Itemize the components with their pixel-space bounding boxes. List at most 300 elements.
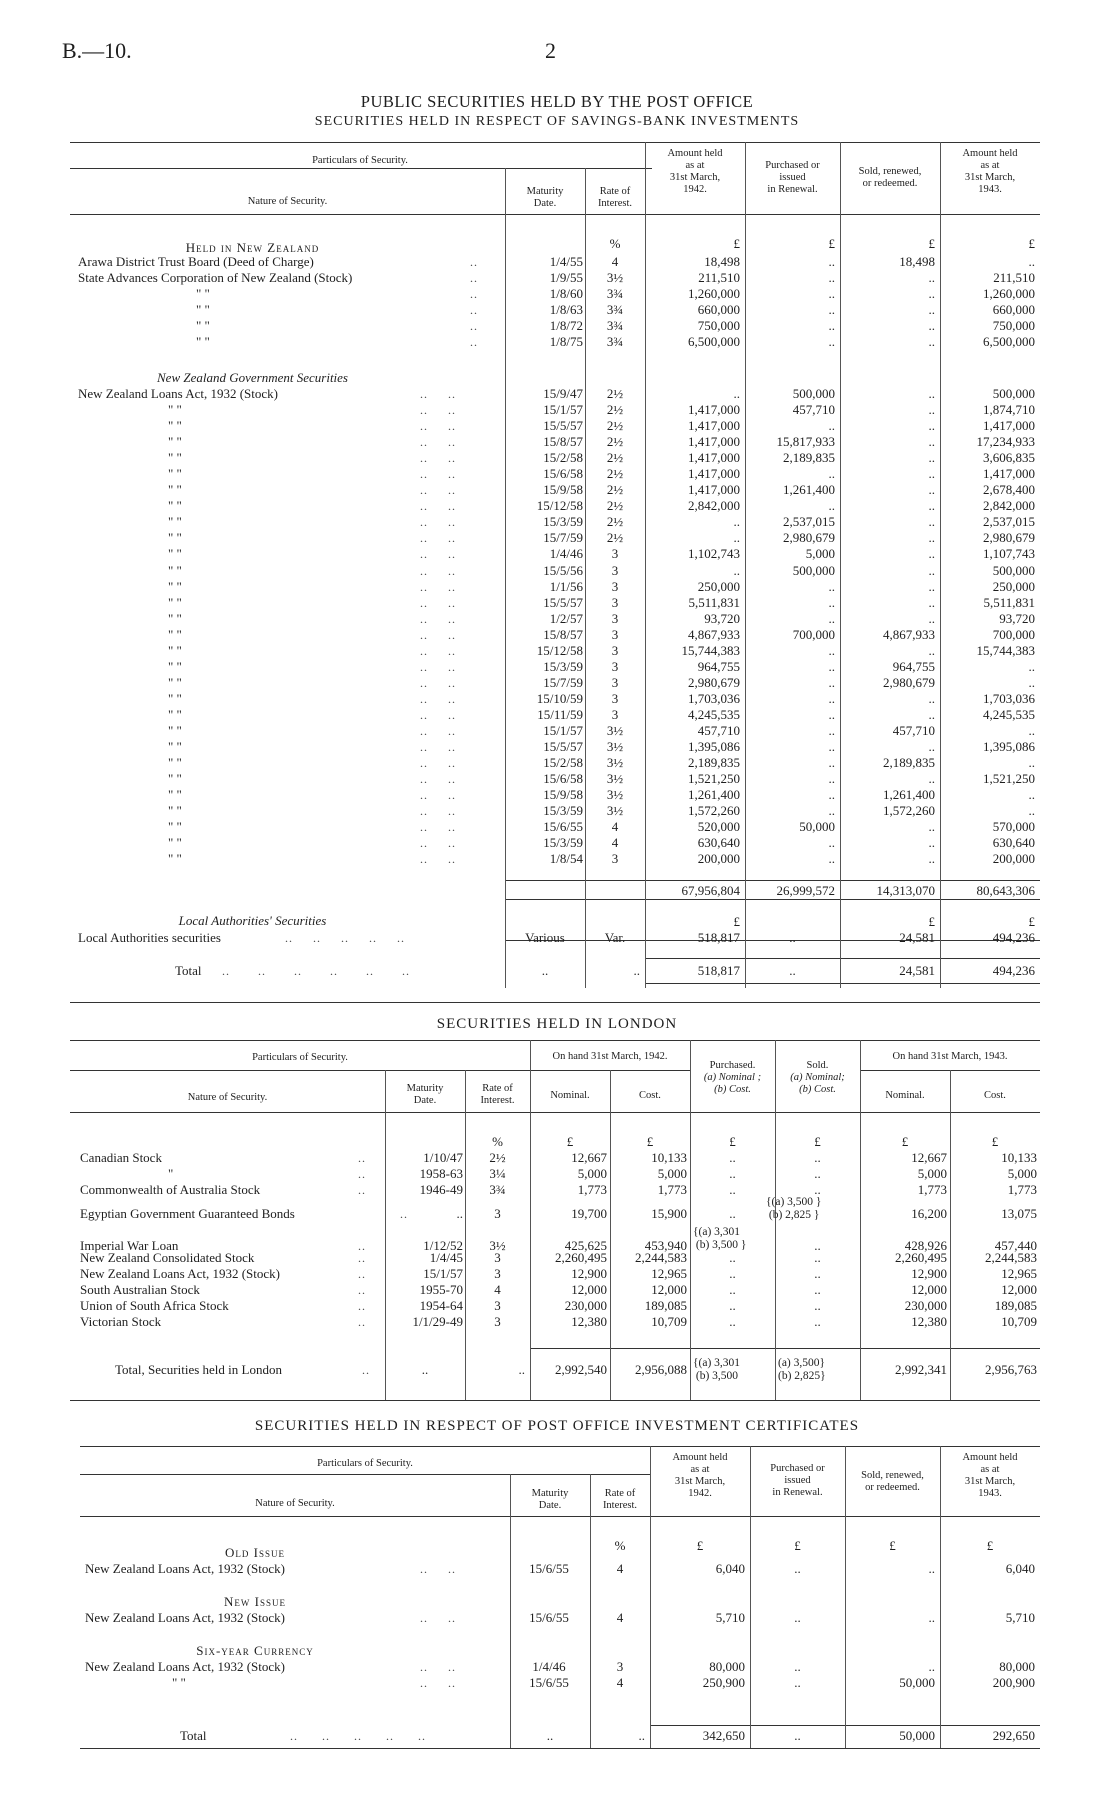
cell-held1943: 1,703,036 (983, 690, 1035, 706)
cell-rate: 4 (494, 1282, 501, 1298)
cell-nature: " " (196, 302, 210, 318)
cell-purchased: 15,817,933 (776, 434, 835, 450)
cell-rate: 2½ (606, 498, 624, 514)
table-row: " " .. .. 1/8/54 3 200,000 .. .. 200,000 (168, 851, 1035, 867)
cell-nature: " " (168, 594, 182, 610)
cell-held1942: 1,417,000 (688, 450, 740, 466)
cell-held1943: 1,260,000 (983, 286, 1035, 302)
certs-new-issue: New Issue (224, 1594, 286, 1609)
cell-rate: 3½ (606, 739, 624, 755)
cell-held1943: .. (1028, 755, 1035, 771)
cell-held1942: .. (733, 514, 740, 530)
cell-sold: .. (928, 386, 935, 401)
table-row: New Zealand Loans Act, 1932 (Stock) .. 15/1/57 3 12,900 12,965 .. .. 12,900 12,965 (80, 1266, 1037, 1282)
cell-held1943: 750,000 (992, 318, 1035, 334)
table-row: " " .. .. 15/5/56 3 .. 500,000 .. 500,000 (168, 562, 1035, 578)
table-row: " " .. .. 15/7/59 3 2,980,679 .. 2,980,679 .. (168, 674, 1035, 690)
cell-nature: " " (196, 334, 210, 350)
cell-purchased: .. (828, 418, 835, 434)
cell-held1943: 200,900 (992, 1675, 1035, 1691)
cell-maturity: 15/1/57 (423, 1266, 463, 1282)
cell-rate: 3¾ (489, 1182, 506, 1198)
cell-held1943: 211,510 (993, 270, 1035, 286)
cell-nature: " " (168, 690, 182, 706)
table-row: " " .. .. 15/12/58 3 15,744,383 .. .. 15,744,383 (168, 642, 1035, 658)
header-nature: Nature of Security. (247, 196, 328, 207)
cell-nature: " " (168, 803, 182, 819)
cell-nature: Egyptian Government Guaranteed Bonds (80, 1206, 295, 1222)
section-gov-securities: New Zealand Government Securities (157, 370, 348, 385)
cell-nature: " " (168, 722, 182, 738)
cell-purchased: .. (828, 658, 835, 674)
cell-held1943: 500,000 (992, 562, 1035, 578)
cell-purchased: .. (729, 1150, 736, 1165)
cell-rate: 2½ (606, 450, 624, 466)
cell-maturity: 1/8/75 (549, 334, 583, 350)
cell-nature: " " (168, 658, 182, 674)
cell-nominal-1943: 5,000 (917, 1166, 947, 1182)
cell-purchased: .. (729, 1282, 736, 1298)
cell-held1942: 250,000 (697, 578, 740, 594)
table-row: Victorian Stock .. 1/1/29-49 3 12,380 10,709 .. .. 12,380 10,709 (80, 1314, 1037, 1330)
table-row: " .. 1958-63 3¼ 5,000 5,000 .. .. 5,000 5,000 (168, 1166, 1037, 1182)
cell-purchased: .. (828, 851, 835, 867)
cell-held1943: 1,417,000 (983, 466, 1035, 482)
cell-purchased: .. (828, 270, 835, 286)
cell-maturity: 15/11/59 (537, 706, 583, 722)
cell-nature: " " (168, 610, 182, 626)
cell-maturity: 1/8/63 (549, 302, 583, 318)
cell-sold: .. (928, 466, 935, 482)
cell-held1943: .. (1028, 803, 1035, 819)
table-row: " " .. .. 1/4/46 3 1,102,743 5,000 .. 1,107,743 (168, 546, 1035, 562)
cell-rate: 3½ (606, 787, 624, 803)
table-row: " " .. 1/8/60 3¾ 1,260,000 .. .. 1,260,000 (196, 286, 1035, 302)
cell-sold: .. (928, 402, 935, 418)
cell-held1942: 5,710 (715, 1610, 745, 1625)
london-header-cost-43: Cost. (984, 1090, 1006, 1101)
header-rate: Rate of Interest. (597, 186, 633, 209)
cell-sold: .. (928, 302, 935, 318)
london-header-particulars: Particulars of Security. (252, 1052, 348, 1063)
cell-purchased: .. (828, 674, 835, 690)
london-header-on-hand-1942: On hand 31st March, 1942. (552, 1051, 668, 1062)
certs-header-held-1942: Amount held as at 31st March, 1942. (672, 1452, 728, 1499)
cell-sold: .. (814, 1250, 821, 1266)
cell-sold: .. (928, 334, 935, 350)
cell-held1942: 964,755 (697, 658, 740, 674)
cell-nominal-1942: 2,260,495 (555, 1250, 607, 1266)
cell-purchased: 500,000 (792, 562, 835, 578)
cell-held1943: 700,000 (992, 626, 1035, 642)
cell-nature: " " (168, 835, 182, 851)
cell-maturity: 1/8/60 (549, 286, 583, 302)
cell-sold: .. (814, 1314, 821, 1330)
cell-nature: New Zealand Consolidated Stock (80, 1250, 255, 1266)
cell-cost-1943: 12,000 (1001, 1282, 1037, 1298)
london-header-cost-42: Cost. (639, 1090, 661, 1101)
table-row: " " .. .. 15/7/59 2½ .. 2,980,679 .. 2,980,679 (168, 530, 1035, 546)
cell-sold: .. (928, 434, 935, 450)
cell-nominal-1943: 16,200 (911, 1206, 947, 1222)
cell-sold: .. (928, 739, 935, 755)
table-row: " " .. .. 15/2/58 3½ 2,189,835 .. 2,189,835 .. (168, 755, 1035, 771)
cell-held1942: 520,000 (697, 819, 740, 835)
table-row: New Zealand Loans Act, 1932 (Stock) .. .. 15/6/55 4 6,040 .. .. 6,040 (85, 1561, 1035, 1576)
cell-rate: 3 (611, 658, 619, 674)
cell-purchased: .. (794, 1561, 801, 1576)
cell-held1943: .. (1028, 787, 1035, 803)
cell-held1942: .. (733, 562, 740, 578)
cell-held1943: 250,000 (992, 578, 1035, 594)
table-row: " " .. .. 15/11/59 3 4,245,535 .. .. 4,245,535 (168, 706, 1035, 722)
cell-cost-1942: 453,940 (644, 1238, 687, 1254)
cell-purchased: 2,537,015 (783, 514, 835, 530)
cell-held1943: .. (1028, 254, 1035, 269)
cell-nominal-1942: 12,000 (571, 1282, 607, 1298)
cell-sold: .. (928, 690, 935, 706)
cell-held1942: .. (733, 386, 740, 401)
cell-held1942: 4,867,933 (688, 626, 740, 642)
cell-sold: 964,755 (892, 658, 935, 674)
cell-rate: 3 (611, 674, 619, 690)
cell-sold: .. (928, 835, 935, 851)
cell-maturity: 1/8/54 (549, 851, 583, 867)
certs-header-sold: Sold, renewed, or redeemed. (861, 1470, 924, 1493)
header-particulars: Particulars of Security. (312, 155, 408, 166)
cell-held1942: 5,511,831 (688, 594, 740, 610)
cell-purchased: .. (729, 1206, 736, 1222)
cell-purchased: .. (828, 286, 835, 302)
cell-cost-1942: 1,773 (657, 1182, 687, 1198)
cell-nature: Canadian Stock (80, 1150, 162, 1165)
cell-purchased: 1,261,400 (783, 482, 835, 498)
header-maturity: Maturity Date. (526, 186, 564, 209)
cell-maturity: 15/6/58 (543, 771, 583, 787)
cell-nature: " " (168, 642, 182, 658)
cell-nature: " " (196, 318, 210, 334)
table-row: Union of South Africa Stock .. 1954-64 3 230,000 189,085 .. .. 230,000 189,085 (80, 1298, 1037, 1314)
cell-sold: .. (928, 498, 935, 514)
cell-sold: .. (928, 1659, 935, 1674)
cell-rate: 2½ (606, 418, 624, 434)
cell-nature: State Advances Corporation of New Zealand (Stock) (78, 270, 353, 286)
cell-cost-1943: 12,965 (1001, 1266, 1037, 1282)
cell-rate: 3 (611, 851, 619, 867)
london-total-sold: (a) 3,500} (b) 2,825} (778, 1357, 826, 1382)
cell-purchased: 2,189,835 (783, 450, 835, 466)
cell-nature: " " (168, 418, 182, 434)
cell-nature: " " (168, 530, 182, 546)
cell-rate: 4 (616, 1675, 624, 1691)
cell-sold: .. (928, 450, 935, 466)
cell-rate: 3½ (606, 803, 624, 819)
cell-sold: .. (814, 1238, 821, 1254)
cell-maturity: 15/1/57 (543, 722, 583, 738)
cell-rate: 2½ (606, 386, 624, 401)
cell-sold: .. (814, 1282, 821, 1298)
cell-nature: " " (168, 739, 182, 755)
cell-held1943: 2,678,400 (983, 482, 1035, 498)
table-row: Arawa District Trust Board (Deed of Charge) .. 1/4/55 4 18,498 .. 18,498 .. (78, 254, 1035, 269)
header-held-1942: Amount held as at 31st March, 1942. (667, 148, 723, 195)
header-sold: Sold, renewed, or redeemed. (858, 166, 922, 189)
cell-sold: .. (814, 1298, 821, 1314)
certs-header-maturity: Maturity Date. (531, 1488, 569, 1511)
cell-held1943: 500,000 (992, 386, 1035, 401)
cell-rate: 3½ (489, 1238, 506, 1254)
cell-maturity: 1958-63 (419, 1166, 463, 1182)
cell-nature: " " (168, 626, 182, 642)
cell-purchased: .. (828, 254, 835, 269)
cell-nominal-1943: 1,773 (917, 1182, 947, 1198)
cell-nature: " " (168, 674, 182, 690)
cell-nature: New Zealand Loans Act, 1932 (Stock) (80, 1266, 281, 1282)
cell-maturity: 15/6/55 (543, 819, 583, 835)
cell-held1943: .. (1028, 658, 1035, 674)
table-row: " " .. .. 15/8/57 3 4,867,933 700,000 4,867,933 700,000 (168, 626, 1035, 642)
table-row: " " .. .. 15/5/57 3½ 1,395,086 .. .. 1,395,086 (168, 739, 1035, 755)
cell-rate: 3½ (606, 270, 624, 286)
cell-purchased: .. (828, 787, 835, 803)
cell-sold: .. (928, 578, 935, 594)
cell-purchased: .. (828, 302, 835, 318)
cell-held1942: 200,000 (697, 851, 740, 867)
cell-cost-1943: 189,085 (994, 1298, 1037, 1314)
cell-purchased: 5,000 (805, 546, 835, 562)
cell-held1942: 750,000 (697, 318, 740, 334)
cell-sold: 18,498 (899, 254, 935, 269)
london-header-nominal-42: Nominal. (550, 1090, 590, 1101)
london-header-on-hand-1943: On hand 31st March, 1943. (892, 1051, 1008, 1062)
cell-held1943: 4,245,535 (983, 706, 1035, 722)
cell-purchased: .. (828, 642, 835, 658)
cell-rate: 3 (611, 562, 619, 578)
cell-sold: 457,710 (892, 722, 935, 738)
cell-maturity: 1954-64 (419, 1298, 463, 1314)
cell-nature: " " (168, 482, 182, 498)
cell-held1943: .. (1028, 674, 1035, 690)
cell-sold: {(a) 3,500 } (b) 2,825 } (766, 1196, 822, 1222)
cell-cost-1943: 10,133 (1001, 1150, 1037, 1165)
cell-nature: Imperial War Loan (80, 1238, 179, 1254)
cell-rate: 2½ (606, 514, 624, 530)
cell-nature: New Zealand Loans Act, 1932 (Stock) (85, 1610, 286, 1625)
cell-rate: 3 (611, 706, 619, 722)
cell-nominal-1942: 12,667 (571, 1150, 607, 1165)
cell-maturity: 15/5/57 (543, 739, 583, 755)
cell-sold: .. (928, 594, 935, 610)
table-row: New Zealand Loans Act, 1932 (Stock) .. .. 15/9/47 2½ .. 500,000 .. 500,000 (78, 386, 1035, 401)
cell-cost-1942: 12,000 (651, 1282, 687, 1298)
table-row: " " .. .. 15/3/59 2½ .. 2,537,015 .. 2,537,015 (168, 514, 1035, 530)
certs-six-year: Six-year Currency (196, 1643, 314, 1658)
table-row: " " .. .. 15/6/58 3½ 1,521,250 .. .. 1,521,250 (168, 771, 1035, 787)
cell-purchased: 2,980,679 (783, 530, 835, 546)
cell-cost-1942: 5,000 (657, 1166, 687, 1182)
certs-old-issue: Old Issue (225, 1545, 285, 1560)
table-row: " " .. .. 15/6/55 4 250,900 .. 50,000 200,900 (172, 1675, 1035, 1691)
london-total-purchased: {(a) 3,301 (b) 3,500 (693, 1357, 741, 1382)
certs-header-purchased: Purchased or issued in Renewal. (770, 1463, 825, 1498)
cell-sold: .. (814, 1166, 821, 1182)
cell-sold: .. (928, 1610, 935, 1625)
cell-rate: 3½ (606, 722, 624, 738)
cell-nominal-1943: 2,260,495 (895, 1250, 947, 1266)
cell-maturity: 15/10/59 (536, 690, 583, 706)
cell-held1942: 1,572,260 (688, 803, 740, 819)
cell-maturity: 15/6/55 (529, 1675, 569, 1691)
cell-cost-1942: 12,965 (651, 1266, 687, 1282)
cell-cost-1942: 15,900 (651, 1206, 687, 1222)
cell-sold: .. (928, 546, 935, 562)
cell-held1943: 80,000 (999, 1659, 1035, 1674)
cell-purchased: .. (828, 498, 835, 514)
cell-purchased: .. (828, 334, 835, 350)
cell-held1942: 1,260,000 (688, 286, 740, 302)
cell-maturity: 15/3/59 (543, 835, 583, 851)
cell-held1943: 2,537,015 (983, 514, 1035, 530)
table-row: " " .. .. 15/1/57 2½ 1,417,000 457,710 .. 1,874,710 (168, 402, 1035, 418)
cell-rate: 4 (616, 1610, 624, 1625)
cell-maturity: 15/2/58 (543, 755, 583, 771)
cell-nominal-1942: 230,000 (564, 1298, 607, 1314)
cell-nominal-1942: 12,900 (571, 1266, 607, 1282)
cell-rate: 3½ (606, 755, 624, 771)
cell-cost-1942: 10,709 (651, 1314, 687, 1330)
cell-held1942: 1,703,036 (688, 690, 740, 706)
cell-maturity: 15/3/59 (543, 514, 583, 530)
cell-sold: 2,980,679 (883, 674, 935, 690)
cell-held1942: 2,189,835 (688, 755, 740, 771)
cell-purchased: .. (794, 1675, 801, 1691)
cell-maturity: 1/9/55 (549, 270, 583, 286)
cell-rate: 3 (494, 1250, 501, 1266)
cell-purchased: .. (828, 803, 835, 819)
cell-rate: 2½ (489, 1150, 506, 1165)
table-row: " " .. .. 15/9/58 3½ 1,261,400 .. 1,261,400 .. (168, 787, 1035, 803)
cell-purchased: .. (828, 610, 835, 626)
london-units-row: % £ £ £ £ £ £ (492, 1134, 999, 1149)
cell-sold: .. (928, 418, 935, 434)
cell-rate: 2½ (606, 402, 624, 418)
cell-maturity: 15/5/56 (543, 562, 583, 578)
cell-held1943: 630,640 (992, 835, 1035, 851)
cell-rate: 2½ (606, 466, 624, 482)
cell-maturity: 1/12/52 (423, 1238, 463, 1254)
table-row: " " .. .. 15/12/58 2½ 2,842,000 .. .. 2,842,000 (168, 498, 1035, 514)
table-row: " " .. .. 15/3/59 4 630,640 .. .. 630,640 (168, 835, 1035, 851)
table-row: Egyptian Government Guaranteed Bonds .. .. 3 19,700 15,900 .. {(a) 3,500 } (b) 2,825 } 16,200 13,075 (80, 1196, 1037, 1222)
cell-held1942: 457,710 (697, 722, 740, 738)
cell-maturity: 15/2/58 (543, 450, 583, 466)
cell-rate: 4 (611, 835, 619, 851)
cell-purchased: {(a) 3,301 (b) 3,500 } (693, 1226, 747, 1252)
cell-held1943: 1,417,000 (983, 418, 1035, 434)
cell-held1942: 630,640 (697, 835, 740, 851)
cell-held1943: 5,710 (1005, 1610, 1035, 1625)
savings-units-row: % £ £ £ £ (609, 236, 1035, 251)
cell-purchased: .. (828, 690, 835, 706)
cell-maturity: 1/1/29-49 (412, 1314, 463, 1330)
cell-rate: 2½ (606, 434, 624, 450)
cell-rate: 3 (611, 626, 619, 642)
cell-sold: 50,000 (899, 1675, 935, 1691)
cell-rate: 2½ (606, 530, 624, 546)
london-header-sold: Sold. (a) Nominal; (b) Cost. (790, 1060, 845, 1095)
cell-maturity: 15/8/57 (543, 626, 583, 642)
local-row: Local Authorities securities .. .. .. .. .. Various Var. 518,817 .. 24,581 494,236 (78, 930, 1035, 945)
cell-sold: .. (928, 771, 935, 787)
cell-held1942: 2,842,000 (688, 498, 740, 514)
cell-held1943: 1,874,710 (983, 402, 1035, 418)
cell-purchased: .. (729, 1166, 736, 1182)
cell-cost-1943: 10,709 (1001, 1314, 1037, 1330)
cell-nominal-1943: 12,900 (911, 1266, 947, 1282)
cell-purchased: .. (729, 1266, 736, 1282)
cell-maturity: 15/5/57 (543, 418, 583, 434)
cell-maturity: 15/9/47 (543, 386, 583, 401)
cell-purchased: .. (729, 1182, 736, 1198)
cell-maturity: 1/1/56 (549, 578, 583, 594)
cell-sold: .. (928, 514, 935, 530)
cell-held1942: 2,980,679 (688, 674, 740, 690)
cell-held1942: 18,498 (704, 254, 740, 269)
cell-sold: .. (928, 851, 935, 867)
table-row: " " .. .. 1/1/56 3 250,000 .. .. 250,000 (168, 578, 1035, 594)
cell-held1943: 6,040 (1005, 1561, 1035, 1576)
cell-held1942: 660,000 (697, 302, 740, 318)
cell-rate: 4 (611, 254, 619, 269)
cell-held1942: 6,500,000 (688, 334, 740, 350)
cell-rate: 3¾ (606, 318, 624, 334)
cell-sold: 1,572,260 (883, 803, 935, 819)
cell-nature: New Zealand Loans Act, 1932 (Stock) (85, 1659, 286, 1674)
cell-held1942: 1,417,000 (688, 466, 740, 482)
cell-held1943: 200,000 (992, 851, 1035, 867)
cell-maturity: 15/12/58 (536, 642, 583, 658)
cell-held1943: 660,000 (992, 302, 1035, 318)
cell-sold: .. (928, 482, 935, 498)
main-title: PUBLIC SECURITIES HELD BY THE POST OFFICE (360, 92, 754, 111)
cell-sold: .. (928, 706, 935, 722)
savings-title: SECURITIES HELD IN RESPECT OF SAVINGS-BANK INVESTMENTS (314, 114, 800, 129)
cell-held1942: 1,102,743 (688, 546, 740, 562)
cell-held1942: 1,261,400 (688, 787, 740, 803)
cell-held1943: 570,000 (992, 819, 1035, 835)
table-row: " " .. .. 15/2/58 2½ 1,417,000 2,189,835 .. 3,606,835 (168, 450, 1035, 466)
cell-held1943: 93,720 (999, 610, 1035, 626)
cell-held1942: 1,417,000 (688, 434, 740, 450)
cell-held1943: 1,107,743 (983, 546, 1035, 562)
table-row: " " .. .. 15/6/55 4 520,000 50,000 .. 570,000 (168, 819, 1035, 835)
cell-maturity: 1/4/45 (429, 1250, 463, 1266)
cell-purchased: 500,000 (792, 386, 835, 401)
cell-nature: " " (168, 402, 182, 418)
cell-sold: .. (814, 1266, 821, 1282)
cell-purchased: 700,000 (792, 626, 835, 642)
cell-purchased: 457,710 (792, 402, 835, 418)
cell-held1943: 2,842,000 (983, 498, 1035, 514)
table-row: " " .. .. 15/9/58 2½ 1,417,000 1,261,400 .. 2,678,400 (168, 482, 1035, 498)
cell-rate: 3¾ (606, 334, 624, 350)
table-row: New Zealand Loans Act, 1932 (Stock) .. .. 1/4/46 3 80,000 .. .. 80,000 (85, 1659, 1035, 1674)
table-row: State Advances Corporation of New Zealand (Stock) .. 1/9/55 3½ 211,510 .. .. 211,510 (78, 270, 1035, 286)
cell-maturity: 15/3/59 (543, 803, 583, 819)
table-row: " " .. .. 15/8/57 2½ 1,417,000 15,817,933 .. 17,234,933 (168, 434, 1035, 450)
table-row: " " .. .. 15/3/59 3 964,755 .. 964,755 .. (168, 658, 1035, 674)
table-row: " " .. 1/8/63 3¾ 660,000 .. .. 660,000 (196, 302, 1035, 318)
